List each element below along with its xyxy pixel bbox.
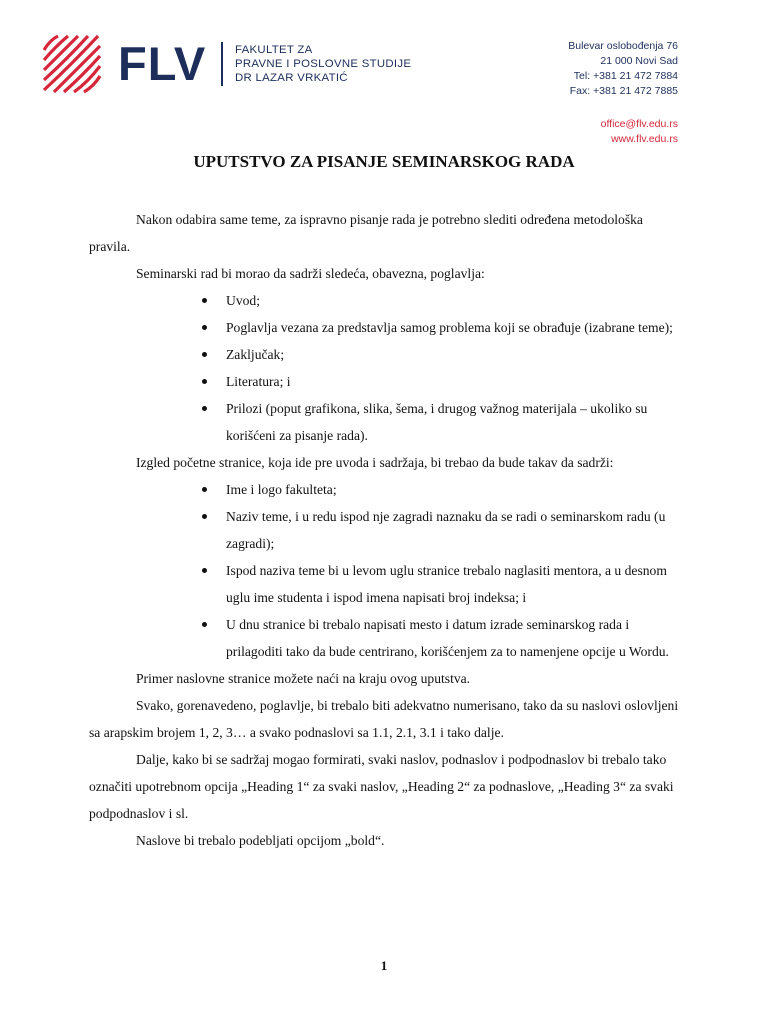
phone-number: Tel: +381 21 472 7884 [573,70,678,82]
numbering-paragraph: Svako, gorenavedeno, poglavlje, bi trebalo biti adekvatno numerisano, tako da su naslovi oslovljeni sa arapskim brojem 1, 2, 3… a svako podnaslovi sa 1.1, 2.1, 3.1 i tako dalje. [89,698,679,740]
page-number: 1 [380,958,388,973]
chapters-intro: Seminarski rad bi morao da sadrži sledeća, obavezna, poglavlja: [136,266,485,281]
list-item: Prilozi (poput grafikona, slika, šema, i drugog važnog materijala – ukoliko su korišćeni za pisanje rada). [89,395,681,449]
faculty-line: PRAVNE I POSLOVNE STUDIJE [235,58,412,70]
list-item: Ime i logo fakulteta; [89,476,681,503]
cover-page-intro: Izgled početne stranice, koja ide pre uvoda i sadržaja, bi trebao da bude takav da sadrži: [136,455,614,470]
headings-paragraph: Dalje, kako bi se sadržaj mogao formirati, svaki naslov, podnaslov i podpodnaslov bi trebalo tako označiti upotrebnom opcija „Heading 1“ za svaki naslov, „Heading 2“ za podnaslove, „Heading 3“ za svaki podpodnaslov i sl. [89,752,674,821]
list-item: Poglavlja vezana za predstavlja samog problema koji se obrađuje (izabrane teme); [89,314,681,341]
contact-info [568,39,678,147]
bold-note: Naslove bi trebalo podebljati opcijom „bold“. [136,833,385,848]
address-city: 21 000 Novi Sad [600,55,678,67]
email-link[interactable]: office@flv.edu.rs [600,118,678,130]
flv-logo-icon [42,34,102,94]
faculty-line: DR LAZAR VRKATIĆ [235,72,348,84]
contact-spacer [568,99,678,117]
document-body [89,206,681,854]
cover-page-list [89,476,681,665]
logo-divider [221,42,223,86]
letterhead [0,0,768,145]
document-title: UPUTSTVO ZA PISANJE SEMINARSKOG RADA [193,152,575,171]
list-item: Literatura; i [89,368,681,395]
address-street: Bulevar oslobođenja 76 [568,40,678,52]
faculty-line: FAKULTET ZA [235,44,313,56]
website-link[interactable]: www.flv.edu.rs [611,133,678,145]
logo-wordmark: FLV [118,37,207,90]
fax-number: Fax: +381 21 472 7885 [569,85,678,97]
chapters-list [89,287,681,449]
list-item: U dnu stranice bi trebalo napisati mesto i datum izrade seminarskog rada i prilagoditi tako da bude centrirano, korišćenjem za to namenjene opcije u Wordu. [89,611,681,665]
list-item: Ispod naziva teme bi u levom uglu stranice trebalo naglasiti mentora, a u desnom uglu ime studenta i ispod imena napisati broj indeksa; i [89,557,681,611]
intro-paragraph: Nakon odabira same teme, za ispravno pisanje rada je potrebno slediti određena metodološka pravila. [89,212,643,254]
list-item: Uvod; [89,287,681,314]
list-item: Naziv teme, i u redu ispod nje zagradi naznaku da se radi o seminarskom radu (u zagradi); [89,503,681,557]
faculty-name [235,43,411,85]
example-note: Primer naslovne stranice možete naći na kraju ovog uputstva. [136,671,471,686]
list-item: Zaključak; [89,341,681,368]
